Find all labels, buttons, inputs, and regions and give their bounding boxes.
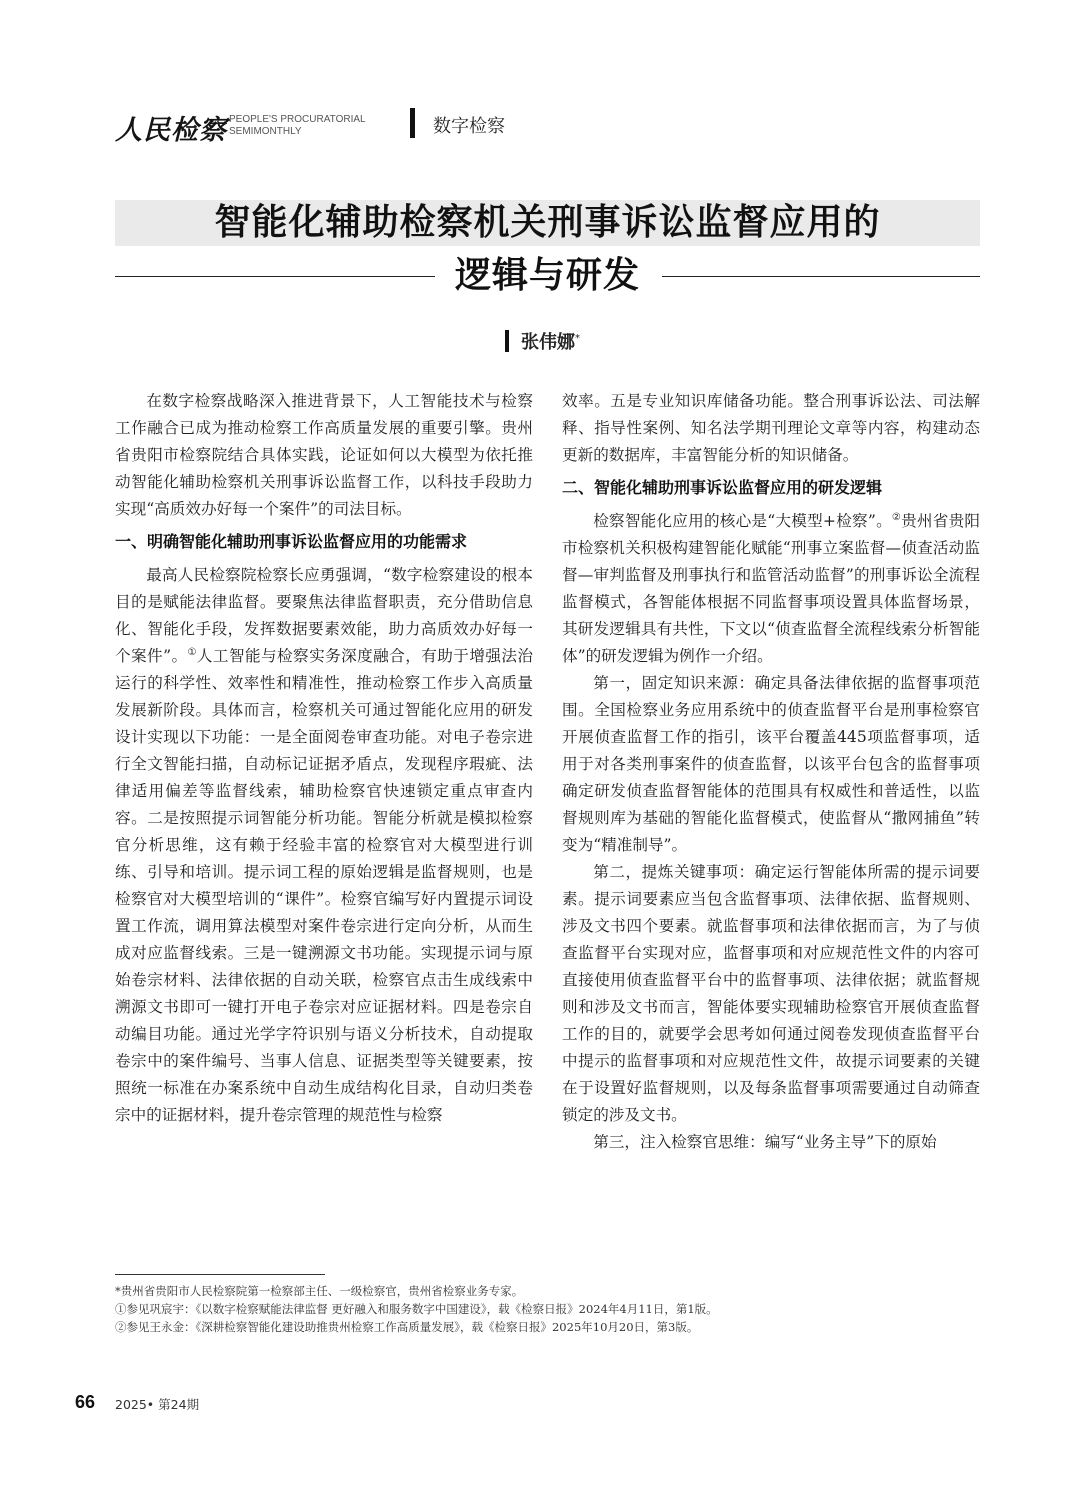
footnote-rule <box>115 1274 325 1275</box>
logo-english-line1: PEOPLE'S PROCURATORIAL <box>229 114 366 125</box>
header-divider-bar <box>410 108 415 138</box>
paragraph-continued: 效率。五是专业知识库储备功能。整合刑事诉讼法、司法解释、指导性案例、知名法学期刊理论文章等内容，构建动态更新的数据库，丰富智能分析的知识储备。 <box>562 392 980 464</box>
journal-logo: 人民检察 <box>115 115 227 146</box>
paragraph-text: 贵州省贵阳市检察机关积极构建智能化赋能“刑事立案监督—侦查活动监督—审判监督及刑事执行和监管活动监督”的刑事诉讼全流程监督模式，各智能体根据不同监督事项设置具体监督场景，其研发逻辑具有共性，下文以“侦查监督全流程线索分析智能体”的研发逻辑为例作一介绍。 <box>562 512 980 665</box>
journal-logo-english <box>229 114 366 138</box>
footnote-ref-1: ① <box>187 646 197 658</box>
issue-label: 2025• 第24期 <box>115 1397 200 1412</box>
paragraph <box>562 508 980 670</box>
author-footnote-mark: * <box>575 333 580 344</box>
paragraph-text: 人工智能与检察实务深度融合，有助于增强法治运行的科学性、效率性和精准性，推动检察工作步入高质量发展新阶段。具体而言，检察机关可通过智能化应用的研发设计实现以下功能：一是全面阅卷审查功能。对电子卷宗进行全文智能扫描，自动标记证据矛盾点，发现程序瑕疵、法律适用偏差等监督线索，辅助检察官快速锁定重点审查内容。二是按照提示词智能分析功能。智能分析就是模拟检察官分析思维，这有赖于经验丰富的检察官对大模型进行训练、引导和培训。提示词工程的原始逻辑是监督规则，也是检察官对大模型培训的“课件”。检察官编写好内置提示词设置工作流，调用算法模型对案件卷宗进行定向分析，从而生成对应监督线索。三是一键溯源文书功能。实现提示词与原始卷宗材料、法律依据的自动关联，检察官点击生成线索中溯源文书即可一键打开电子卷宗对应证据材料。四是卷宗自动编目功能。通过光学字符识别与语义分析技术，自动提取卷宗中的案件编号、当事人信息、证据类型等关键要素，按照统一标准在办案系统中自动生成结构化目录，自动归类卷宗中的证据材料，提升卷宗管理的规范性与检察 <box>115 647 533 1124</box>
footnote-author: *贵州省贵阳市人民检察院第一检察部主任、一级检察官，贵州省检察业务专家。 <box>115 1284 524 1298</box>
paragraph-text: 检察智能化应用的核心是“大模型+检察”。 <box>593 512 892 530</box>
paragraph: 在数字检察战略深入推进背景下，人工智能技术与检察工作融合已成为推动检察工作高质量发展的重要引擎。贵州省贵阳市检察院结合具体实践，论证如何以大模型为依托推动智能化辅助检察机关刑事诉讼监督工作，以科技手段助力实现“高质效办好每一个案件”的司法目标。 <box>115 392 533 518</box>
section-heading-2: 二、智能化辅助刑事诉讼监督应用的研发逻辑 <box>562 478 883 497</box>
footnotes <box>115 1282 985 1336</box>
paragraph-text: 最高人民检察院检察长应勇强调，“数字检察建设的根本目的是赋能法律监督。要聚焦法律监督职责，充分借助信息化、智能化手段，发挥数据要素效能，助力高质效办好每一个案件”。 <box>115 566 533 665</box>
left-column <box>115 388 533 1129</box>
paragraph: 第二，提炼关键事项：确定运行智能体所需的提示词要素。提示词要素应当包含监督事项、法律依据、监督规则、涉及文书四个要素。就监督事项和法律依据而言，为了与侦查监督平台实现对应，监督事项和对应规范性文件的内容可直接使用侦查监督平台中的监督事项、法律依据；就监督规则和涉及文书而言，智能体要实现辅助检察官开展侦查监督工作的目的，就要学会思考如何通过阅卷发现侦查监督平台中提示的监督事项和对应规范性文件，故提示词要素的关键在于设置好监督规则，以及每条监督事项需要通过自动筛查锁定的涉及文书。 <box>562 863 980 1124</box>
paragraph: 第一，固定知识来源：确定具备法律依据的监督事项范围。全国检察业务应用系统中的侦查监督平台是刑事检察官开展侦查监督工作的指引，该平台覆盖445项监督事项，适用于对各类刑事案件的侦查监督，以该平台包含的监督事项确定研发侦查监督智能体的范围具有权威性和普适性，以监督规则库为基础的智能化监督模式，使监督从“撒网捕鱼”转变为“精准制导”。 <box>562 674 980 854</box>
article-title-line2: 逻辑与研发 <box>454 255 640 296</box>
footnote-ref-2: ② <box>891 511 902 523</box>
paragraph: 第三，注入检察官思维：编写“业务主导”下的原始 <box>593 1133 937 1151</box>
footnote-2: ②参见王永金：《深耕检察智能化建设助推贵州检察工作高质量发展》，载《检察日报》2025年10月20日，第3版。 <box>115 1320 699 1334</box>
article-title-row2 <box>115 252 980 300</box>
right-column <box>562 388 980 1156</box>
section-heading-1: 一、明确智能化辅助刑事诉讼监督应用的功能需求 <box>115 532 468 551</box>
author-bar <box>505 330 509 352</box>
column-name: 数字检察 <box>433 116 505 137</box>
author-name <box>521 328 580 354</box>
journal-header <box>115 108 985 148</box>
paragraph <box>115 562 533 1129</box>
footnote-1: ①参见巩宸宇：《以数字检察赋能法律监督 更好融入和服务数字中国建设》，载《检察日报》2024年4月11日，第1版。 <box>115 1302 718 1316</box>
article-title-line1: 智能化辅助检察机关刑事诉讼监督应用的 <box>214 202 881 243</box>
page-number: 66 <box>75 1392 96 1412</box>
logo-english-line2: SEMIMONTHLY <box>229 126 302 137</box>
author-name-text: 张伟娜 <box>521 332 575 353</box>
